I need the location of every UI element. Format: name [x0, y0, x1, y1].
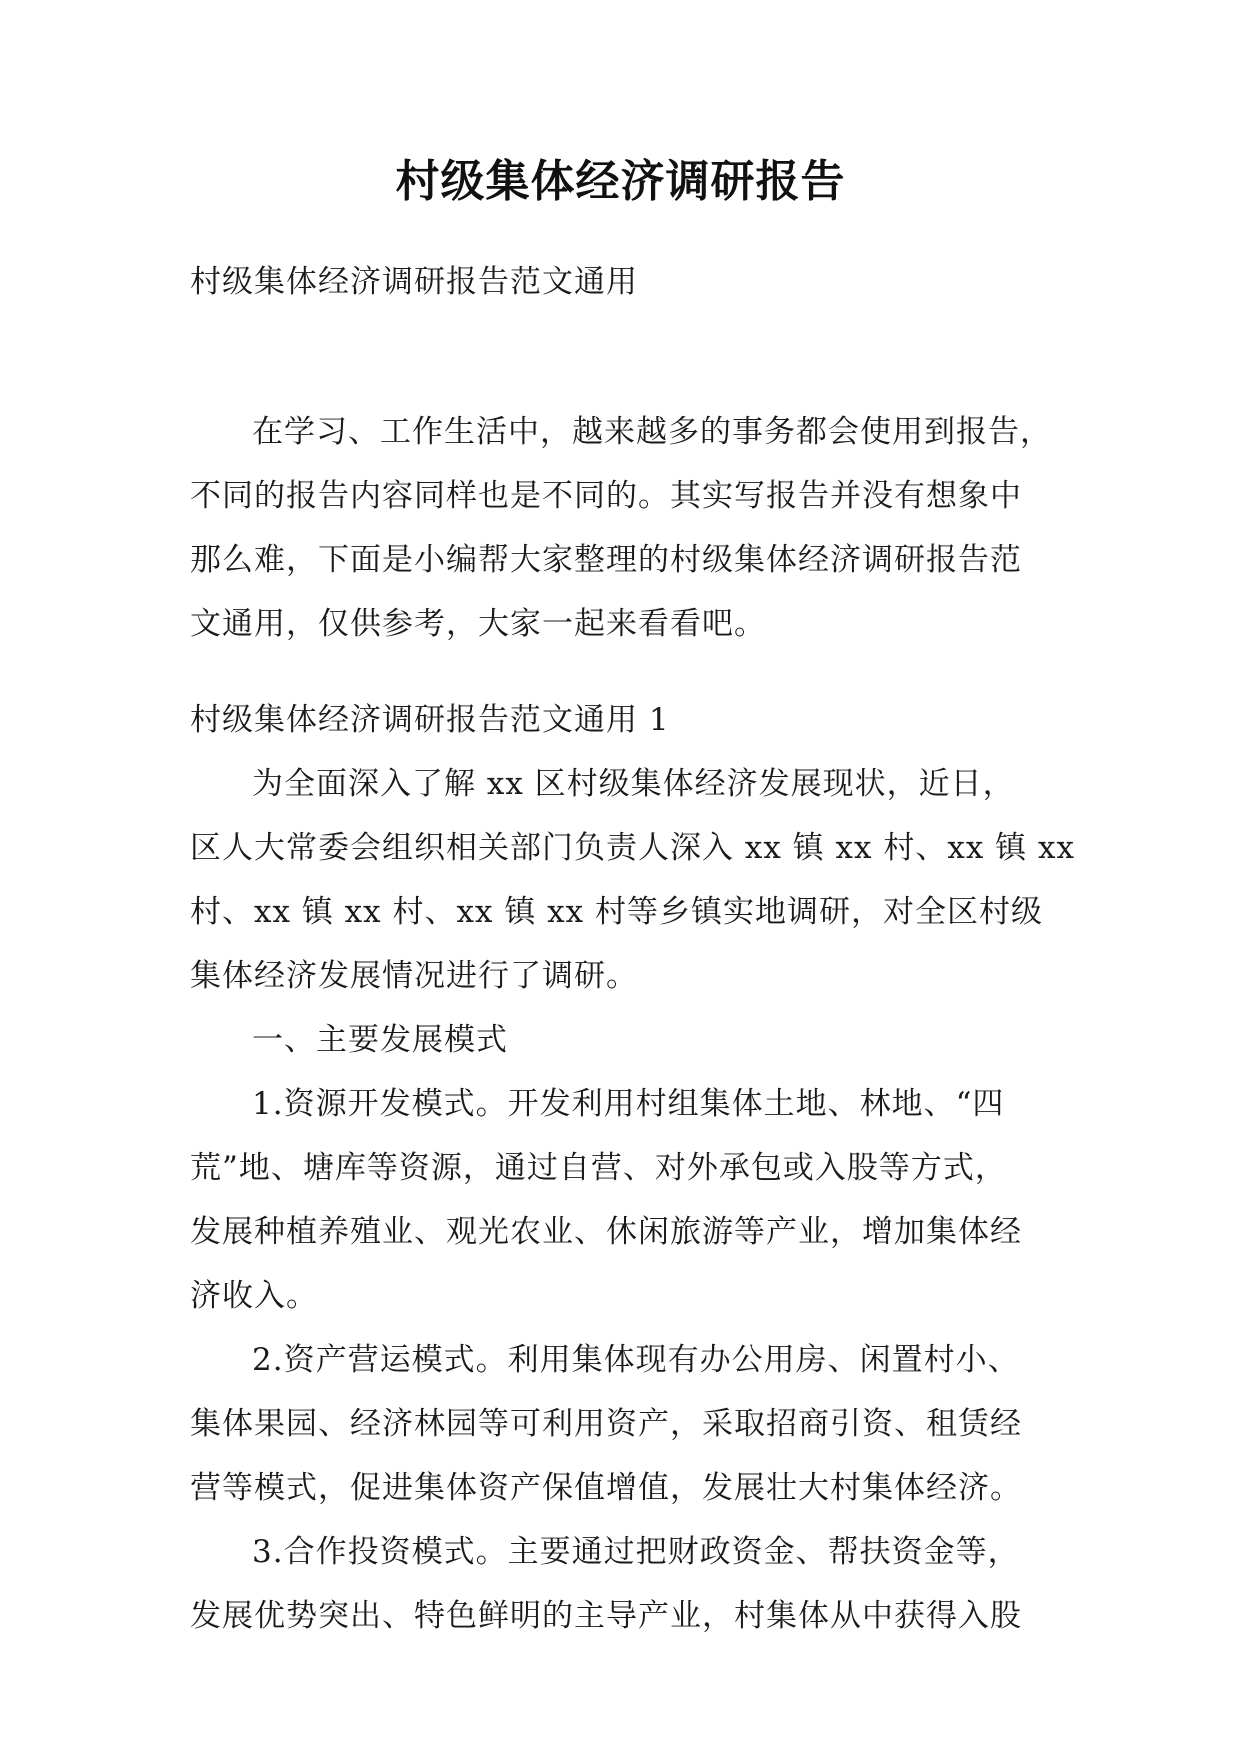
paragraph-line: 2.资产营运模式。利用集体现有办公用房、闲置村小、 [252, 1342, 1020, 1378]
subheading-paragraph [190, 1008, 1060, 1072]
paragraph-line: 为全面深入了解 xx 区村级集体经济发展现状，近日， [252, 766, 1015, 802]
paragraph-line: 发展优势突出、特色鲜明的主导产业，村集体从中获得入股 [190, 1598, 1022, 1634]
paragraph-line: 集体果园、经济林园等可利用资产，采取招商引资、租赁经 [190, 1406, 1022, 1442]
document-title: 村级集体经济调研报告 [395, 156, 846, 207]
paragraph-line: 村、xx 镇 xx 村、xx 镇 xx 村等乡镇实地调研，对全区村级 [190, 894, 1043, 930]
paragraph-line: 区人大常委会组织相关部门负责人深入 xx 镇 xx 村、xx 镇 xx [190, 830, 1075, 866]
paragraph-line: 济收入。 [190, 1278, 318, 1314]
subheading-line: 一、主要发展模式 [252, 1022, 508, 1058]
body-paragraph [190, 1520, 1060, 1648]
paragraph-line: 发展种植养殖业、观光农业、休闲旅游等产业，增加集体经 [190, 1214, 1022, 1250]
intro-line: 那么难，下面是小编帮大家整理的村级集体经济调研报告范 [190, 542, 1022, 578]
section-body [190, 752, 1075, 1648]
paragraph-line: 荒”地、塘库等资源，通过自营、对外承包或入股等方式， [190, 1150, 1007, 1186]
paragraph-line: 集体经济发展情况进行了调研。 [190, 958, 638, 994]
body-paragraph [190, 1072, 1060, 1328]
intro-line: 不同的报告内容同样也是不同的。其实写报告并没有想象中 [190, 478, 1022, 514]
paragraph-line: 3.合作投资模式。主要通过把财政资金、帮扶资金等， [252, 1534, 1020, 1570]
body-paragraph [190, 1328, 1060, 1520]
intro-line: 在学习、工作生活中，越来越多的事务都会使用到报告， [252, 414, 1052, 450]
body-paragraph [190, 752, 1075, 1008]
paragraph-line: 1.资源开发模式。开发利用村组集体土地、林地、“四 [252, 1086, 1005, 1122]
section-heading: 村级集体经济调研报告范文通用 1 [190, 702, 670, 738]
paragraph-line: 营等模式，促进集体资产保值增值，发展壮大村集体经济。 [190, 1470, 1022, 1506]
document-subtitle: 村级集体经济调研报告范文通用 [190, 264, 638, 300]
intro-line: 文通用，仅供参考，大家一起来看看吧。 [190, 606, 766, 642]
intro-paragraph [190, 400, 1060, 656]
